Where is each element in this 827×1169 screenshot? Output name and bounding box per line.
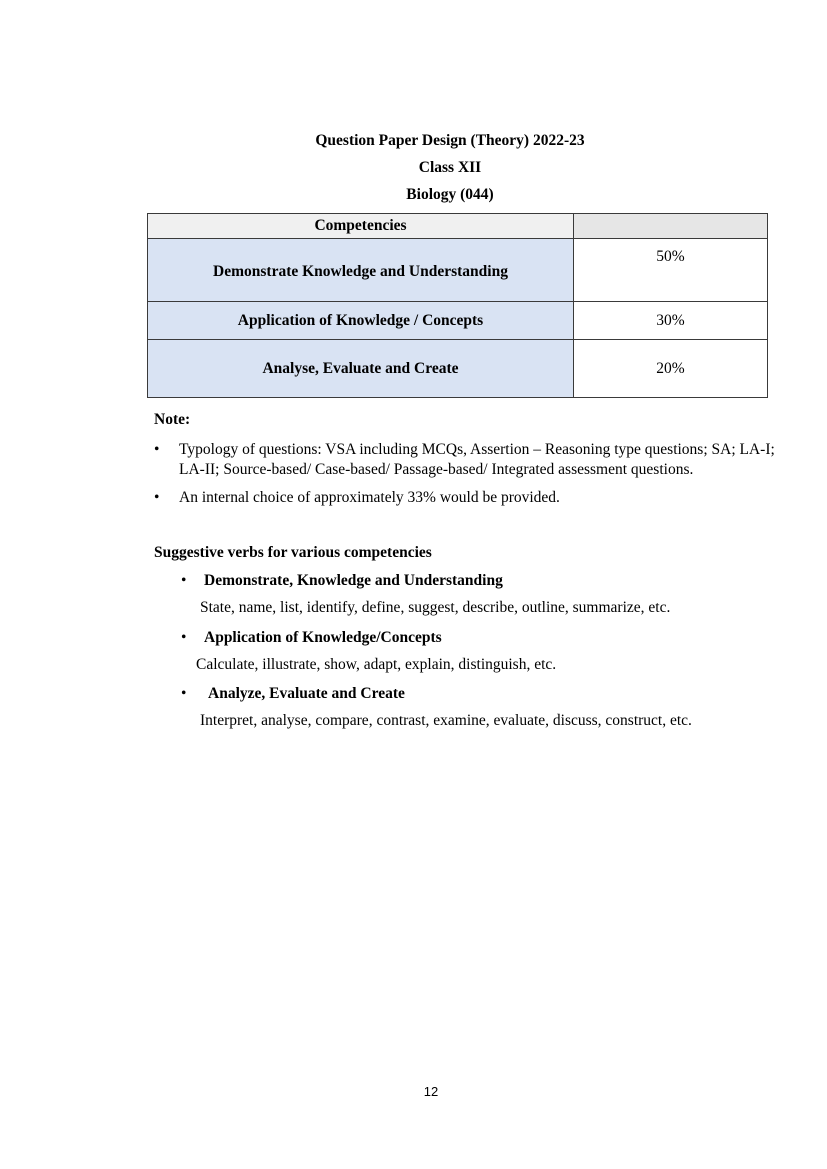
verbs-competency-name: Demonstrate, Knowledge and Understanding: [204, 572, 503, 589]
table-row: [148, 340, 768, 398]
bullet-icon: •: [181, 685, 187, 702]
bullet-icon: •: [154, 441, 160, 458]
table-header-row: [148, 214, 768, 239]
subject-heading: Biology (044): [406, 186, 494, 203]
verbs-competency-name: Analyze, Evaluate and Create: [208, 685, 405, 702]
bullet-icon: •: [181, 629, 187, 646]
bullet-icon: •: [154, 489, 160, 506]
competencies-column-header: Competencies: [148, 214, 574, 239]
competency-cell: Application of Knowledge / Concepts: [148, 302, 574, 340]
note-text: Typology of questions: VSA including MCQs, Assertion – Reasoning type questions; SA; LA-I; LA-II; Source-based/ Case-based/ Passage-based/ Integrated assessment questions.: [179, 441, 775, 478]
percent-cell: 50%: [574, 239, 768, 302]
competencies-table: [147, 213, 768, 398]
percent-cell: 20%: [574, 340, 768, 398]
verbs-competency-name: Application of Knowledge/Concepts: [204, 629, 442, 646]
verbs-title: Suggestive verbs for various competencies: [154, 544, 432, 561]
note-title: Note:: [154, 411, 191, 428]
note-list: [154, 440, 790, 517]
note-text: An internal choice of approximately 33% would be provided.: [179, 489, 560, 506]
paper-title: Question Paper Design (Theory) 2022-23: [315, 132, 585, 149]
page-number: 12: [423, 1084, 439, 1099]
class-heading: Class XII: [418, 159, 482, 176]
competency-cell: Analyse, Evaluate and Create: [148, 340, 574, 398]
note-item: [154, 440, 790, 479]
percent-cell: 30%: [574, 302, 768, 340]
verbs-list: Interpret, analyse, compare, contrast, examine, evaluate, discuss, construct, etc.: [200, 712, 692, 729]
verbs-list: Calculate, illustrate, show, adapt, explain, distinguish, etc.: [196, 656, 557, 673]
table-row: [148, 302, 768, 340]
note-item: [154, 488, 790, 508]
table-row: [148, 239, 768, 302]
percent-column-header: [574, 214, 768, 239]
bullet-icon: •: [181, 572, 187, 589]
verbs-list: State, name, list, identify, define, suggest, describe, outline, summarize, etc.: [200, 599, 671, 616]
competency-cell: Demonstrate Knowledge and Understanding: [148, 239, 574, 302]
